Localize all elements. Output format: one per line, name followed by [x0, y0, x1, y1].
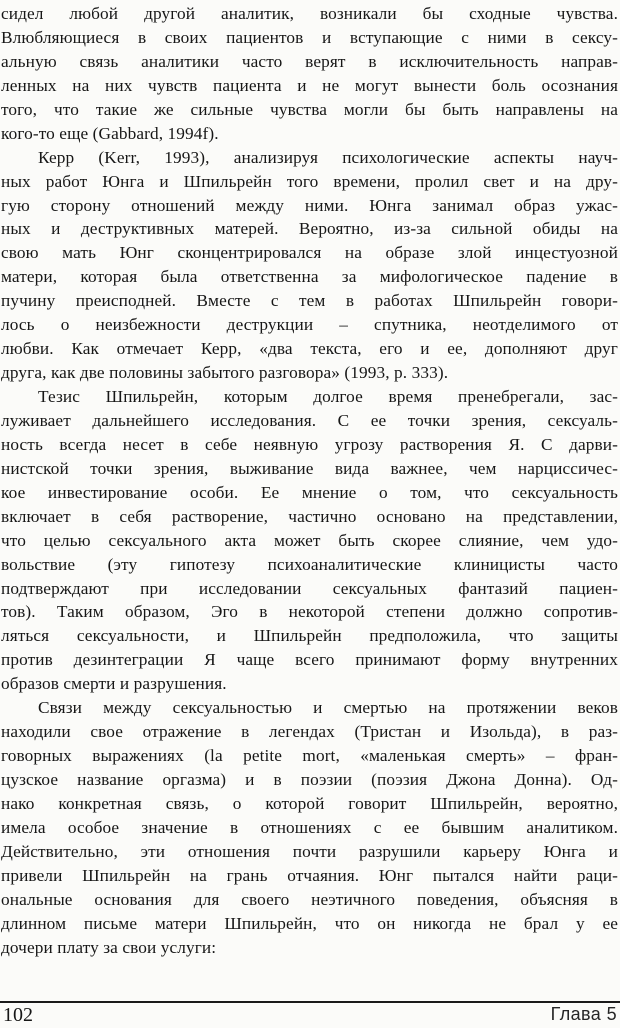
text-line: привели Шпильрейн на грань отчаяния. Юнг пытался найти раци-	[1, 865, 618, 885]
text-line: любви. Как отмечает Керр, «два текста, его и ее, дополняют друг	[1, 339, 618, 359]
text-line: вольствие (эту гипотезу психоаналитические клиницисты часто	[1, 554, 618, 574]
text-line: кое инвестирование особи. Ее мнение о том, что сексуальность	[1, 482, 618, 502]
text-line: ных и деструктивных матерей. Вероятно, из-за сильной обиды на	[1, 219, 618, 239]
text-line: длинном письме матери Шпильрейн, что он никогда не брал у ее	[1, 913, 618, 933]
text-line: имела особое значение в отношениях с ее бывшим аналитиком.	[1, 817, 618, 837]
text-line: Действительно, эти отношения почти разрушили карьеру Юнга и	[1, 841, 618, 861]
text-line: ональные основания для своего неэтичного поведения, объясняя в	[1, 889, 618, 909]
page-text	[1, 2, 618, 960]
text-line: нистской точки зрения, выживание вида важнее, чем нарциссичес-	[1, 458, 618, 478]
text-line: ленных на них чувств пациента и не могут вынести боль осознания	[1, 75, 618, 95]
text-line: подтверждают при исследовании сексуальных фантазий пациен-	[1, 578, 618, 598]
text-line: луживает дальнейшего исследования. С ее точки зрения, сексуаль-	[1, 410, 618, 430]
text-line: тов). Таким образом, Эго в некоторой степени должно сопротив-	[1, 602, 618, 622]
text-line: ных работ Юнга и Шпильрейн того времени, пролил свет и на дру-	[1, 171, 618, 191]
text-line: что целью сексуального акта может быть скорее слияние, чем удо-	[1, 530, 618, 550]
text-line: нако конкретная связь, о которой говорит Шпильрейн, вероятно,	[1, 793, 618, 813]
text-line: пучину преисподней. Вместе с тем в работах Шпильрейн говори-	[1, 291, 618, 311]
text-line: против дезинтеграции Я чаще всего принимают форму внутренних	[1, 650, 618, 670]
text-line: находили свое отражение в легендах (Тристан и Изольда), в раз-	[1, 722, 618, 742]
paragraph	[1, 696, 618, 959]
text-line: ляться сексуальности, и Шпильрейн предположила, что защиты	[1, 626, 618, 646]
text-line: альную связь аналитики часто верят в исключительность направ-	[1, 51, 618, 71]
chapter-label: Глава 5	[550, 1004, 617, 1024]
text-line: друга, как две половины забытого разговора» (1993, p. 333).	[1, 363, 449, 383]
text-line: цузское название оргазма) и в поэзии (поэзия Джона Донна). Од-	[1, 770, 618, 789]
paragraph	[1, 2, 618, 146]
text-line: Тезис Шпильрейн, которым долгое время пренебрегали, зас-	[38, 387, 618, 406]
text-line: того, что такие же сильные чувства могли бы быть направлены на	[1, 99, 618, 119]
text-line: лось о неизбежности деструкции – спутника, неотделимого от	[1, 315, 618, 335]
text-line: гую сторону отношений между ними. Юнга занимал образ ужас-	[1, 195, 618, 215]
text-line: дочери плату за свои услуги:	[1, 937, 217, 957]
text-line: образов смерти и разрушения.	[1, 674, 227, 694]
text-line: ность всегда несет в себе неявную угрозу растворения Я. С дарви-	[1, 434, 618, 454]
text-line: свою мать Юнг сконцентрировался на образе злой инцестуозной	[1, 243, 618, 263]
text-line: Влюбляющиеся в своих пациентов и вступающие с ними в сексу-	[1, 27, 618, 47]
text-line: кого-то еще (Gabbard, 1994f).	[1, 123, 219, 143]
page-footer	[0, 1001, 620, 1027]
text-line: сидел любой другой аналитик, возникали бы сходные чувства.	[1, 4, 618, 23]
paragraph	[1, 146, 618, 385]
page-number: 102	[3, 1004, 33, 1026]
text-line: говорных выражениях (la petite mort, «маленькая смерть» – фран-	[1, 746, 618, 766]
text-line: Керр (Kerr, 1993), анализируя психологические аспекты науч-	[38, 147, 618, 167]
paragraph	[1, 385, 618, 696]
text-line: Связи между сексуальностью и смертью на протяжении веков	[38, 698, 618, 718]
text-line: матери, которая была ответственна за мифологическое падение в	[1, 267, 618, 287]
text-line: включает в себя растворение, частично основано на представлении,	[1, 506, 618, 526]
